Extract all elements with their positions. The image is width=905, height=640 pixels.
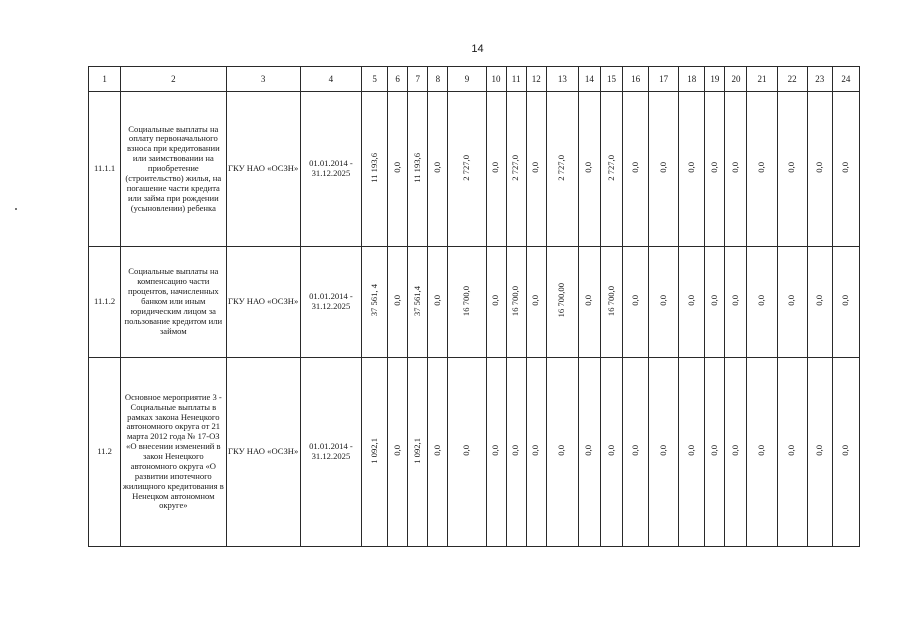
value-cell <box>623 358 649 547</box>
header-cell: 24 <box>832 67 859 92</box>
value-cell <box>506 358 526 547</box>
value-cell-text: 16 700,00 <box>556 283 567 318</box>
value-cell-text: 37 561,4 <box>411 285 422 316</box>
value-cell <box>725 92 747 247</box>
value-cell-text: 0,0 <box>530 162 541 173</box>
value-cell-text: 0,0 <box>756 162 767 173</box>
value-cell <box>448 92 486 247</box>
scan-artifact-dot <box>15 208 17 210</box>
value-cell <box>486 92 506 247</box>
header-cell: 23 <box>807 67 832 92</box>
value-cell <box>725 247 747 358</box>
value-cell <box>546 247 578 358</box>
value-cell-text: 0,0 <box>786 445 797 456</box>
value-cell-text: 0,0 <box>583 295 594 306</box>
value-cell <box>448 247 486 358</box>
value-cell <box>428 247 448 358</box>
header-cell: 17 <box>649 67 679 92</box>
value-cell-text: 0,0 <box>530 445 541 456</box>
value-cell-text: 0,0 <box>813 445 824 456</box>
value-cell-text: 0,0 <box>756 445 767 456</box>
header-cell: 1 <box>89 67 121 92</box>
value-cell <box>832 92 859 247</box>
value-cell <box>705 358 725 547</box>
header-cell: 3 <box>226 67 300 92</box>
value-cell-text: 0,0 <box>510 445 521 456</box>
header-cell: 10 <box>486 67 506 92</box>
budget-table <box>88 66 860 547</box>
value-cell <box>747 358 777 547</box>
value-cell-text: 16 700,0 <box>510 285 521 316</box>
value-cell <box>578 358 600 547</box>
header-cell: 15 <box>600 67 622 92</box>
value-cell <box>679 247 705 358</box>
value-cell-text: 16 700,0 <box>605 285 616 316</box>
value-cell-text: 0,0 <box>730 445 740 456</box>
value-cell <box>526 358 546 547</box>
value-cell-text: 0,0 <box>657 445 668 456</box>
value-cell <box>506 247 526 358</box>
row-executor: ГКУ НАО «ОСЗН» <box>226 92 300 247</box>
value-cell-text: 1 092,1 <box>368 437 379 464</box>
value-cell <box>448 358 486 547</box>
value-cell <box>408 247 428 358</box>
value-cell <box>578 92 600 247</box>
header-row <box>89 67 860 92</box>
value-cell <box>679 92 705 247</box>
header-cell: 9 <box>448 67 486 92</box>
value-cell-text: 0,0 <box>839 445 850 456</box>
row-code: 11.1.2 <box>89 247 121 358</box>
value-cell-text: 11 193,6 <box>368 152 379 183</box>
value-cell-text: 0,0 <box>685 445 696 456</box>
header-cell: 2 <box>121 67 226 92</box>
value-cell <box>747 92 777 247</box>
header-cell: 20 <box>725 67 747 92</box>
table-row <box>89 92 860 247</box>
value-cell-text: 0,0 <box>490 162 501 173</box>
value-cell-text: 0,0 <box>786 295 797 306</box>
value-cell-text: 0,0 <box>708 445 719 456</box>
value-cell <box>546 358 578 547</box>
value-cell <box>526 247 546 358</box>
page-number: 14 <box>471 43 484 55</box>
value-cell <box>807 92 832 247</box>
value-cell-text: 0,0 <box>431 445 442 456</box>
value-cell-text: 2 727,0 <box>510 154 521 181</box>
value-cell-text: 0,0 <box>556 445 567 456</box>
value-cell-text: 0,0 <box>839 162 850 173</box>
value-cell-text: 0,0 <box>730 162 740 173</box>
header-cell: 18 <box>679 67 705 92</box>
value-cell-text: 2 727,0 <box>605 154 616 181</box>
value-cell-text: 11 193,6 <box>411 152 422 183</box>
value-cell <box>362 247 388 358</box>
header-cell: 16 <box>623 67 649 92</box>
header-cell: 21 <box>747 67 777 92</box>
value-cell-text: 0,0 <box>813 162 824 173</box>
value-cell <box>725 358 747 547</box>
value-cell <box>388 358 408 547</box>
value-cell-text: 0,0 <box>629 295 640 306</box>
value-cell <box>705 247 725 358</box>
row-description: Социальные выплаты на оплату первоначального взноса при кредитовании или заимствовании на приобретение (строительство) жилья, на погашение части кредита или займа при рождении (усыновлении) ребенка <box>121 92 226 247</box>
value-cell-text: 0,0 <box>685 295 696 306</box>
value-cell-text: 0,0 <box>530 295 541 306</box>
header-cell: 13 <box>546 67 578 92</box>
value-cell-text: 0,0 <box>657 295 668 306</box>
value-cell-text: 0,0 <box>583 162 594 173</box>
row-code: 11.2 <box>89 358 121 547</box>
value-cell <box>388 247 408 358</box>
header-cell: 7 <box>408 67 428 92</box>
value-cell-text: 16 700,0 <box>461 285 471 316</box>
value-cell <box>679 358 705 547</box>
value-cell-text: 0,0 <box>730 295 740 306</box>
value-cell <box>649 247 679 358</box>
value-cell <box>546 92 578 247</box>
header-cell: 6 <box>388 67 408 92</box>
value-cell <box>807 358 832 547</box>
value-cell-text: 0,0 <box>786 162 797 173</box>
value-cell <box>777 247 807 358</box>
value-cell <box>832 358 859 547</box>
value-cell <box>362 358 388 547</box>
row-code: 11.1.1 <box>89 92 121 247</box>
table-row <box>89 358 860 547</box>
row-description: Основное мероприятие 3 - Социальные выплаты в рамках закона Ненецкого автономного округа от 21 марта 2012 года № 17-ОЗ «О внесении изменений в закон Ненецкого автономного округа «О развитии ипотечного жилищного кредитования в Ненецком автономном округе» <box>121 358 226 547</box>
value-cell <box>428 92 448 247</box>
value-cell-text: 0,0 <box>657 162 668 173</box>
header-cell: 19 <box>705 67 725 92</box>
value-cell-text: 0,0 <box>629 445 640 456</box>
value-cell-text: 0,0 <box>629 162 640 173</box>
value-cell-text: 0,0 <box>813 295 824 306</box>
value-cell <box>705 92 725 247</box>
value-cell-text: 0,0 <box>708 295 719 306</box>
header-cell: 14 <box>578 67 600 92</box>
row-period: 01.01.2014 - 31.12.2025 <box>300 92 361 247</box>
value-cell-text: 0,0 <box>583 445 594 456</box>
value-cell-text: 0,0 <box>839 295 850 306</box>
value-cell-text: 0,0 <box>685 162 696 173</box>
value-cell-text: 0,0 <box>490 445 501 456</box>
header-cell: 5 <box>362 67 388 92</box>
value-cell-text: 0,0 <box>708 162 719 173</box>
value-cell <box>408 358 428 547</box>
row-period: 01.01.2014 - 31.12.2025 <box>300 358 361 547</box>
value-cell <box>807 247 832 358</box>
value-cell <box>623 247 649 358</box>
value-cell <box>649 358 679 547</box>
value-cell <box>600 247 622 358</box>
header-cell: 11 <box>506 67 526 92</box>
value-cell-text: 0,0 <box>461 445 471 456</box>
value-cell-text: 1 092,1 <box>411 437 422 464</box>
value-cell <box>649 92 679 247</box>
value-cell <box>578 247 600 358</box>
value-cell <box>623 92 649 247</box>
value-cell <box>777 358 807 547</box>
value-cell <box>506 92 526 247</box>
row-executor: ГКУ НАО «ОСЗН» <box>226 247 300 358</box>
value-cell-text: 2 727,0 <box>461 154 471 181</box>
value-cell-text: 0,0 <box>431 162 442 173</box>
value-cell-text: 0,0 <box>605 445 616 456</box>
value-cell <box>600 358 622 547</box>
value-cell-text: 0,0 <box>391 295 402 306</box>
value-cell-text: 37 561, 4 <box>368 284 379 317</box>
value-cell-text: 0,0 <box>756 295 767 306</box>
header-cell: 22 <box>777 67 807 92</box>
header-cell: 12 <box>526 67 546 92</box>
value-cell-text: 0,0 <box>391 445 402 456</box>
value-cell <box>600 92 622 247</box>
value-cell-text: 0,0 <box>490 295 501 306</box>
value-cell <box>747 247 777 358</box>
value-cell <box>388 92 408 247</box>
value-cell <box>832 247 859 358</box>
table-row <box>89 247 860 358</box>
value-cell <box>777 92 807 247</box>
row-description: Социальные выплаты на компенсацию части процентов, начисленных банком или иным юридическим лицом за пользование кредитом или займом <box>121 247 226 358</box>
value-cell <box>362 92 388 247</box>
header-cell: 8 <box>428 67 448 92</box>
row-executor: ГКУ НАО «ОСЗН» <box>226 358 300 547</box>
value-cell <box>486 358 506 547</box>
value-cell <box>526 92 546 247</box>
value-cell <box>408 92 428 247</box>
value-cell <box>428 358 448 547</box>
row-period: 01.01.2014 - 31.12.2025 <box>300 247 361 358</box>
value-cell <box>486 247 506 358</box>
value-cell-text: 0,0 <box>431 295 442 306</box>
value-cell-text: 0,0 <box>391 162 402 173</box>
value-cell-text: 2 727,0 <box>556 154 567 181</box>
header-cell: 4 <box>300 67 361 92</box>
